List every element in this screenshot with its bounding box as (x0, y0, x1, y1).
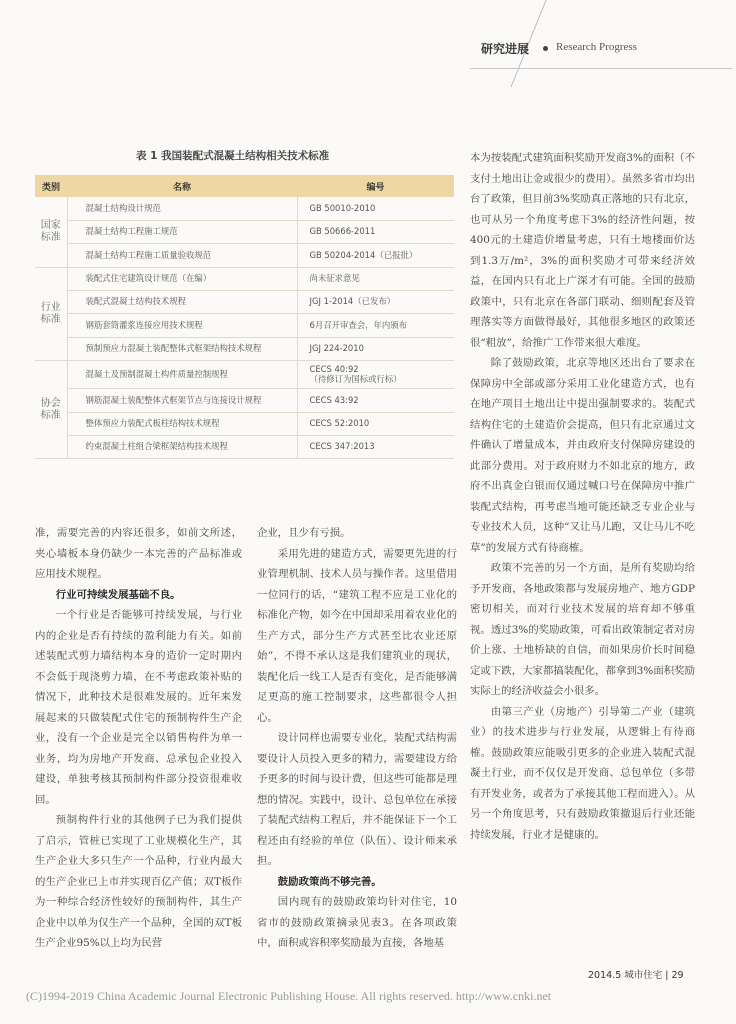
standards-table (35, 175, 454, 459)
table-row (35, 267, 454, 290)
table-row (35, 436, 454, 459)
standard-code: CECS 347:2013 (297, 436, 454, 459)
header-code: 编号 (297, 175, 454, 197)
paragraph: 政策不完善的另一个方面，是所有奖励均给予开发商，各地政策都与发展房地产、地方GDP密切相关，而对行业技术发展的培育却不够重视。透过3%的奖励政策，可看出政策制定者对房价上涨、土地桥缺的自信，而如果房价长时间稳定或下跌，大家都搞装配化，都拿到3%面积奖励实际上的经济收益会小很多。 (470, 562, 695, 697)
paragraph: 准，需要完善的内容还很多，如前文所述，夹心墙板本身仍缺少一本完善的产品标准或应用技术规程。 (35, 527, 242, 580)
bullet-dot-icon (543, 46, 548, 51)
standard-name: 钢筋混凝土装配整体式框架节点与连接设计规程 (67, 389, 297, 412)
paragraph: 设计同样也需要专业化，装配式结构需要设计人员投入更多的精力，需要建设方给予更多的时间与设计费，但这些可能都是理想的情况。实践中，设计、总包单位在承接了装配式结构工程后，并不能保证下一个工程还由有经验的单位（队伍）、设计师来承担。 (257, 732, 457, 867)
standard-name: 混凝土结构工程施工质量验收规范 (67, 244, 297, 267)
copyright-notice: (C)1994-2019 China Academic Journal Electronic Publishing House. All rights reserved. http://www.cnki.net (26, 989, 552, 1003)
standard-code: CECS 40:92 （待修订为国标或行标） (297, 361, 454, 389)
table-row (35, 291, 454, 314)
standard-code: JGJ 1-2014（已发布） (297, 291, 454, 314)
paragraph: 采用先进的建造方式，需要更先进的行业管理机制、技术人员与操作者。这里借用一位同行的话，“建筑工程不应是工业化的标准化产物，如今在中国却采用着农业化的生产方式，部分生产方式甚至比农业还原始”，不得不承认这是我们建筑业的现状，装配化后一线工人是否有变化，是否能够满足更高的施工控制要求，这些都很令人担心。 (257, 547, 457, 724)
table-row (35, 337, 454, 360)
standard-name: 整体预应力装配式板柱结构技术规程 (67, 412, 297, 435)
standard-name: 混凝土结构工程施工规范 (67, 220, 297, 243)
header-name: 名称 (67, 175, 297, 197)
paragraph: 本为按装配式建筑面积奖励开发商3%的面积（不支付土地出让金或很少的费用）。虽然多省市均出台了政策，但目前3%奖励真正落地的只有北京，也可从另一个角度考虑下3%的经济性问题，按400元的土建造价增量考虑，只有土地楼面价达到1.3万/m²，3%的面积奖励才可带来经济效益，在国内只有北上广深才有可能。全国的鼓励政策中，只有北京在各部门联动、细则配套及管理落实等方面做得最好，其他很多地区的政策还很“粗放”，给推广工作带来很大难度。 (470, 152, 695, 349)
header-category: 类别 (35, 175, 67, 197)
section-title-en: Research Progress (556, 41, 637, 53)
paragraph: 预制构件行业的其他例子已为我们提供了启示，管桩已实现了工业规模化生产，其生产企业大多只生产一个品种，行业内最大的生产企业已上市并实现百亿产值；双T板作为一种综合经济性较好的预制构件，其生产企业中以单为仅生产一个品种，全国的双T板生产企业95%以上均为民营 (35, 814, 242, 949)
standard-code: GB 50666-2011 (297, 220, 454, 243)
table-caption: 表 1 我国装配式混凝土结构相关技术标准 (136, 150, 330, 162)
page-number: 2014.5 城市住宅 | 29 (588, 970, 684, 981)
standard-code: GB 50010-2010 (297, 197, 454, 220)
table-row (35, 314, 454, 337)
header-rule (470, 68, 732, 69)
standard-code: GB 50204-2014（已报批） (297, 244, 454, 267)
table-row (35, 197, 454, 220)
standard-code: CECS 52:2010 (297, 412, 454, 435)
body-column-2 (257, 523, 457, 954)
paragraph: 企业，且少有亏损。 (257, 527, 351, 539)
body-column-3 (470, 148, 695, 845)
standard-name: 混凝土及预制混凝土构件质量控制规程 (67, 361, 297, 389)
paragraph: 除了鼓励政策，北京等地区还出台了要求在保障房中全部或部分采用工业化建造方式，也有在地产项目土地出让中提出强制要求的。装配式结构住宅的土建造价会提高，但只有北京通过文件确认了增量成本，并由政府支付保障房建设的此部分费用。对于政府财力不如北京的地方，政府不出真金白银而仅通过喊口号在保障房中推广装配式结构，再考虑当地可能还缺乏专业企业与专业技术人员，这种“又让马儿跑，又让马儿不吃草”的发展方式有待商榷。 (470, 357, 695, 554)
standard-name: 装配式混凝土结构技术规程 (67, 291, 297, 314)
paragraph: 国内现有的鼓励政策均针对住宅，10省市的鼓励政策摘录见表3。在各项政策中，面积或容积率奖励最为直接，各地基 (257, 896, 457, 949)
standard-name: 约束混凝土柱组合梁框架结构技术规程 (67, 436, 297, 459)
table-header-row (35, 175, 454, 197)
standard-name: 装配式住宅建筑设计规范（在编） (67, 267, 297, 290)
standard-code: 6月召开审查会，年内颁布 (297, 314, 454, 337)
standard-name: 钢筋套筒灌浆连接应用技术规程 (67, 314, 297, 337)
subheading: 行业可持续发展基础不良。 (55, 588, 181, 601)
paragraph: 一个行业是否能够可持续发展，与行业内的企业是否有持续的盈利能力有关。如前述装配式剪力墙结构本身的造价一定时期内不会低于现浇剪力墙，在不考虑政策补贴的情况下，此种技术是很难发展的。近年来发展起来的只做装配式住宅的预制构件生产企业，没有一个企业是完全以销售构件为单一业务，均为房地产开发商、总承包企业投入建设，单独考核其预制构件部分投资很难收回。 (35, 609, 242, 806)
paragraph: 由第三产业（房地产）引导第二产业（建筑业）的技术进步与行业发展，从逻辑上有待商榷。鼓励政策应能吸引更多的企业进入装配式混凝土行业，而不仅仅是开发商、总包单位（多带有开发业务，或者为了承接其他工程而进入）。从另一个角度思考，只有鼓励政策撤退后行业还能持续发展，行业才是健康的。 (470, 705, 695, 841)
table-row (35, 412, 454, 435)
subheading: 鼓励政策尚不够完善。 (277, 875, 382, 888)
standard-name: 混凝土结构设计规范 (67, 197, 297, 220)
table-row (35, 361, 454, 389)
body-column-1 (35, 523, 242, 954)
category-cell: 协会 标准 (35, 361, 67, 459)
table-row (35, 220, 454, 243)
table-row (35, 244, 454, 267)
standard-name: 预制预应力混凝土装配整体式框架结构技术规程 (67, 337, 297, 360)
standard-code: 尚未征求意见 (297, 267, 454, 290)
standard-code: JGJ 224-2010 (297, 337, 454, 360)
category-cell: 行业 标准 (35, 267, 67, 361)
table-row (35, 389, 454, 412)
section-title-cn: 研究进展 (481, 42, 530, 56)
category-cell: 国家 标准 (35, 197, 67, 267)
standard-code: CECS 43:92 (297, 389, 454, 412)
